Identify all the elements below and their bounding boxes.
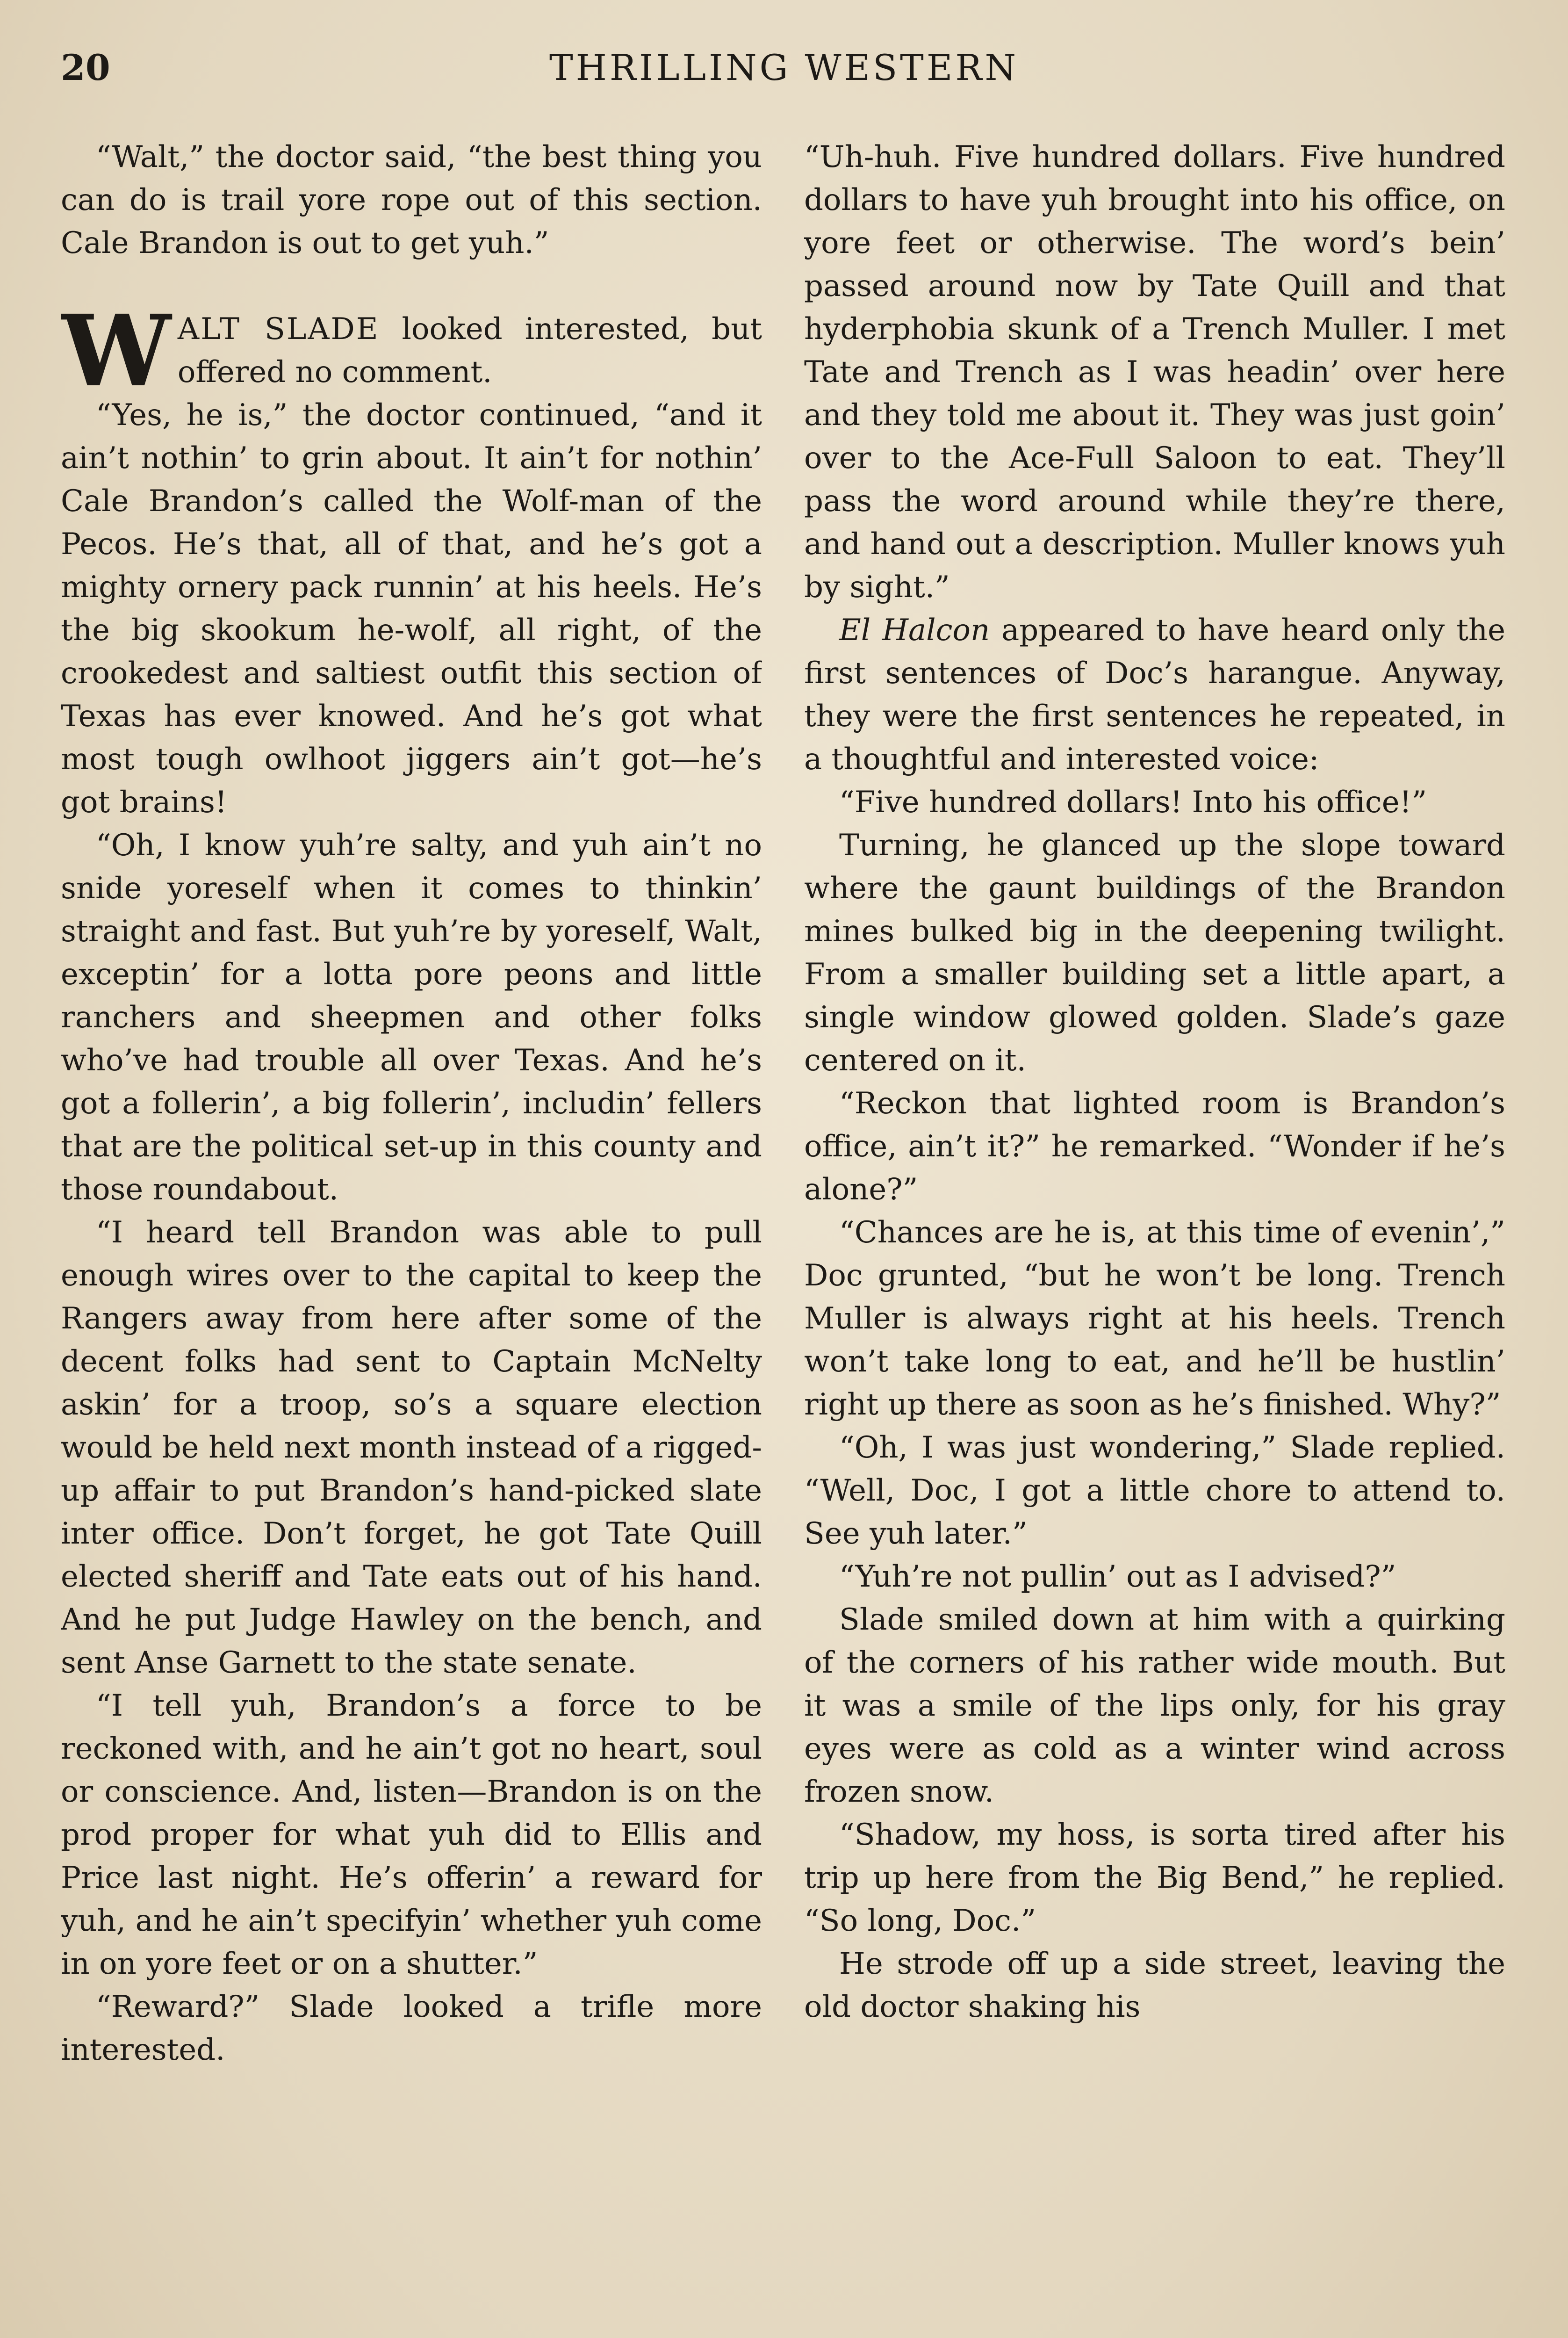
paragraph: “Oh, I know yuh’re salty, and yuh ain’t no snide yoreself when it comes to thinkin’ straight and fast. But yuh’re by yoreself, Walt, exceptin’ for a lotta pore peons and little ranchers and sheepmen and other folks who’ve had trouble all over Texas. And he’s got a follerin’, a big follerin’, includin’ fellers that are the political set-up in this county and those roundabout.: [61, 828, 762, 1207]
paragraph: He strode off up a side street, leaving the old doctor shaking his: [804, 1947, 1505, 2024]
paragraph: “Reckon that lighted room is Brandon’s office, ain’t it?” he remarked. “Wonder if he’s alone?”: [804, 1086, 1505, 1207]
paragraph-italic-lead: [804, 609, 1505, 781]
paragraph: “Yes, he is,” the doctor continued, “and it ain’t nothin’ to grin about. It ain’t for nothin’ Cale Brandon’s called the Wolf-man of the Pecos. He’s that, all of that, and he’s got a mighty ornery pack runnin’ at his heels. He’s the big skookum he-wolf, all right, of the crookedest and saltiest outfit this section of Texas has ever knowed. And he’s got what most tough owlhoot jiggers ain’t got—he’s got brains!: [61, 398, 762, 820]
paragraph-text: appeared to have heard only the first sentences of Doc’s harangue. Anyway, they were the first sentences he repeated, in a thoughtful and interested voice:: [804, 613, 1505, 777]
paragraph: “Reward?” Slade looked a trifle more interested.: [61, 1990, 762, 2067]
paragraph: “Yuh’re not pullin’ out as I advised?”: [839, 1559, 1396, 1594]
paragraph: “Chances are he is, at this time of evenin’,” Doc grunted, “but he won’t be long. Trench Muller is always right at his heels. Trench won’t take long to eat, and he’ll be hustlin’ right up there as soon as he’s finished. Why?”: [804, 1215, 1505, 1422]
paragraph: “Oh, I was just wondering,” Slade replied. “Well, Doc, I got a little chore to attend to. See yuh later.”: [804, 1430, 1505, 1551]
page-number: 20: [61, 47, 110, 88]
italic-name: El Halcon: [839, 613, 990, 648]
page-header: [61, 47, 1507, 98]
paragraph: “Walt,” the doctor said, “the best thing you can do is trail yore rope out of this section. Cale Brandon is out to get yuh.”: [61, 140, 762, 260]
paragraph: “I tell yuh, Brandon’s a force to be reckoned with, and he ain’t got no heart, soul or conscience. And, listen—Brandon is on the prod proper for what yuh did to Ellis and Price last night. He’s offerin’ a reward for yuh, and he ain’t specifyin’ whether yuh come in on yore feet or on a shutter.”: [61, 1689, 762, 1981]
paragraph: Turning, he glanced up the slope toward where the gaunt buildings of the Brandon mines bulked big in the deepening twilight. From a smaller building set a little apart, a single window glowed golden. Slade’s gaze centered on it.: [804, 828, 1505, 1078]
paragraph: “Five hundred dollars! Into his office!”: [839, 785, 1427, 820]
paragraph-text: looked interested, but offered no comment.: [177, 312, 762, 390]
paragraph: “Shadow, my hoss, is sorta tired after his trip up here from the Big Bend,” he replied. “So long, Doc.”: [804, 1818, 1505, 1938]
paragraph: “I heard tell Brandon was able to pull enough wires over to the capital to keep the Rangers away from here after some of the decent folks had sent to Captain McNelty askin’ for a troop, so’s a square election would be held next month instead of a rigged-up affair to put Brandon’s hand-picked slate inter office. Don’t forget, he got Tate Quill elected sheriff and Tate eats out of his hand. And he put Judge Hawley on the bench, and sent Anse Garnett to the state senate.: [61, 1215, 762, 1680]
lead-in-caps: ALT SLADE: [177, 312, 380, 346]
paragraph: “Uh-huh. Five hundred dollars. Five hundred dollars to have yuh brought into his office, on yore feet or otherwise. The word’s bein’ passed around now by Tate Quill and that hyderphobia skunk of a Trench Muller. I met Tate and Trench as I was headin’ over here and they told me about it. They was just goin’ over to the Ace-Full Saloon to eat. They’ll pass the word around while they’re there, and hand out a description. Muller knows yuh by sight.”: [804, 140, 1505, 605]
paragraph: Slade smiled down at him with a quirking of the corners of his rather wide mouth. But it was a smile of the lips only, for his gray eyes were as cold as a winter wind across frozen snow.: [804, 1602, 1505, 1809]
paragraph-with-dropcap: [61, 293, 762, 409]
right-column: [804, 136, 1505, 2338]
running-head: THRILLING WESTERN: [549, 47, 1019, 88]
left-column: [61, 136, 762, 2338]
drop-cap: W: [61, 293, 171, 409]
